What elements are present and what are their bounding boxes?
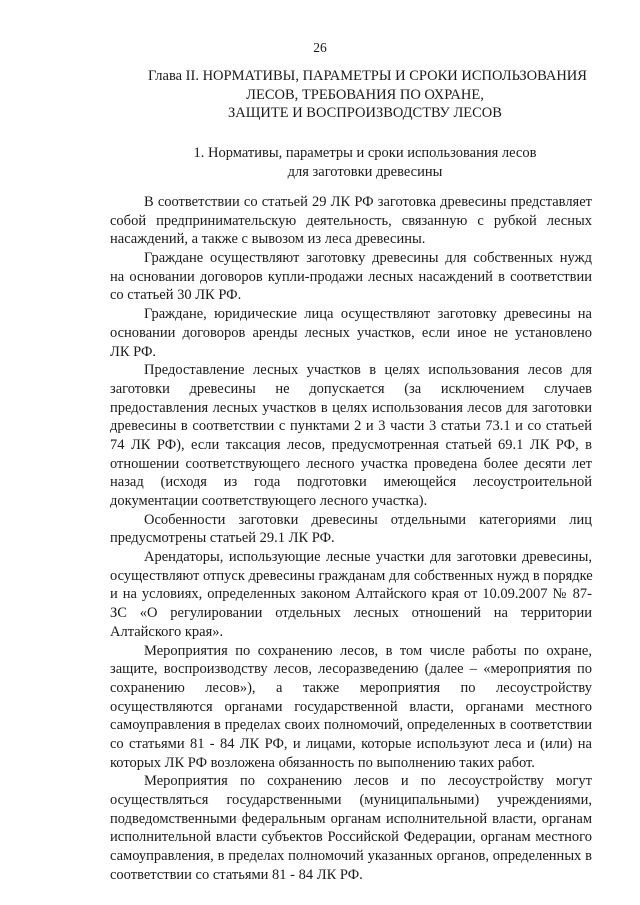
- paragraph-line: назад (исходя из года подготовки имеющейся лесоустроительной: [110, 474, 592, 491]
- paragraph-line: самоуправления, в пределах полномочий указанных органов, определенных в: [110, 848, 592, 865]
- paragraph: [110, 772, 592, 884]
- paragraph-line: осуществляться государственными (муниципальными) учреждениями,: [110, 792, 592, 808]
- paragraph: [110, 193, 592, 249]
- section-title-line: 1. Нормативы, параметры и сроки использования лесов: [193, 145, 537, 161]
- paragraph-line: Граждане осуществляют заготовку древесины для собственных нужд: [144, 250, 592, 267]
- paragraph-line: ЛК РФ.: [110, 343, 157, 360]
- paragraph-line: со статьей 30 ЛК РФ.: [110, 287, 242, 304]
- paragraph: [110, 249, 592, 305]
- paragraph-line: собой предпринимательскую деятельность, связанную с рубкой лесных: [110, 212, 592, 229]
- paragraph-line: заготовки древесины не допускается (за исключением случаев: [110, 380, 592, 397]
- chapter-title-line: ЗАЩИТЕ И ВОСПРОИЗВОДСТВУ ЛЕСОВ: [228, 105, 502, 121]
- paragraph-line: со статьями 81 - 84 ЛК РФ, и лицами, которые используют леса и (или) на: [110, 735, 592, 752]
- paragraph-line: защите, воспроизводству лесов, лесоразведению (далее – «мероприятия по: [110, 661, 592, 678]
- paragraph-line: 74 ЛК РФ), если таксация лесов, предусмотренная статьей 69.1 ЛК РФ, в: [110, 436, 592, 453]
- paragraph-line: В соответствии со статьей 29 ЛК РФ заготовка древесины представляет: [144, 194, 592, 210]
- paragraph: [110, 642, 592, 773]
- chapter-title-line: ЛЕСОВ, ТРЕБОВАНИЯ ПО ОХРАНЕ,: [246, 86, 484, 103]
- paragraph-line: соответствии со статьями 81 - 84 ЛК РФ.: [110, 866, 363, 883]
- paragraph-line: осуществляют отпуск древесины гражданам для собственных нужд в порядке: [110, 567, 593, 584]
- body-text: [110, 193, 592, 884]
- paragraph-line: Предоставление лесных участков в целях использования лесов для: [144, 362, 592, 379]
- paragraph-line: на основании договоров купли-продажи лесных насаждений в соответствии: [110, 268, 592, 285]
- paragraph-line: основании договоров аренды лесных участков, если иное не установлено: [110, 324, 592, 341]
- paragraph-line: документации соответствующего лесного участка).: [110, 493, 428, 509]
- paragraph-line: предусмотрены статьей 29.1 ЛК РФ.: [110, 530, 335, 547]
- page-number: 26: [313, 40, 327, 55]
- paragraph-line: насаждений, а также с вывозом из леса древесины.: [110, 231, 426, 248]
- paragraph-line: исполнительной власти субъектов Российской Федерации, органам местного: [110, 829, 592, 846]
- paragraph-line: Мероприятия по сохранению лесов и по лесоустройству могут: [144, 773, 592, 790]
- section-title: [168, 144, 562, 181]
- paragraph-line: самоуправления в пределах своих полномочий, определенных в соответствии: [110, 717, 592, 734]
- section-title-line: для заготовки древесины: [287, 163, 443, 180]
- paragraph: [110, 548, 592, 641]
- paragraph-line: и на условиях, определенных законом Алтайского края от 10.09.2007 № 87-: [110, 586, 592, 603]
- paragraph-line: Арендаторы, использующие лесные участки для заготовки древесины,: [144, 549, 592, 566]
- chapter-title: [148, 67, 587, 123]
- paragraph-line: Особенности заготовки древесины отдельными категориями лиц: [144, 511, 592, 528]
- paragraph: [110, 511, 592, 548]
- paragraph-line: осуществляются органами государственной власти, органами местного: [110, 698, 592, 715]
- paragraph-line: древесины в соответствии с пунктами 2 и 3 части 3 статьи 73.1 и со статьей: [110, 418, 592, 435]
- paragraph-line: Граждане, юридические лица осуществляют заготовку древесины на: [144, 306, 592, 323]
- paragraph-line: Алтайского края».: [110, 623, 224, 640]
- paragraph-line: сохранению лесов»), а также мероприятия по лесоустройству: [110, 679, 592, 696]
- paragraph-line: подведомственными федеральным органам исполнительной власти, органам: [110, 810, 592, 827]
- paragraph-line: которых ЛК РФ возложена обязанность по выполнению таких работ.: [110, 754, 535, 771]
- paragraph-line: предоставления лесных участков в целях использования лесов для заготовки: [110, 399, 592, 416]
- paragraph-line: Мероприятия по сохранению лесов, в том числе работы по охране,: [144, 642, 592, 659]
- paragraph-line: отношении соответствующего лесного участка проведена более десяти лет: [110, 455, 592, 472]
- paragraph: [110, 361, 592, 511]
- paragraph-line: ЗС «О регулировании отдельных лесных отношений на территории: [110, 605, 592, 622]
- paragraph: [110, 305, 592, 361]
- chapter-title-line: Глава II. НОРМАТИВЫ, ПАРАМЕТРЫ И СРОКИ ИСПОЛЬЗОВАНИЯ: [148, 68, 587, 84]
